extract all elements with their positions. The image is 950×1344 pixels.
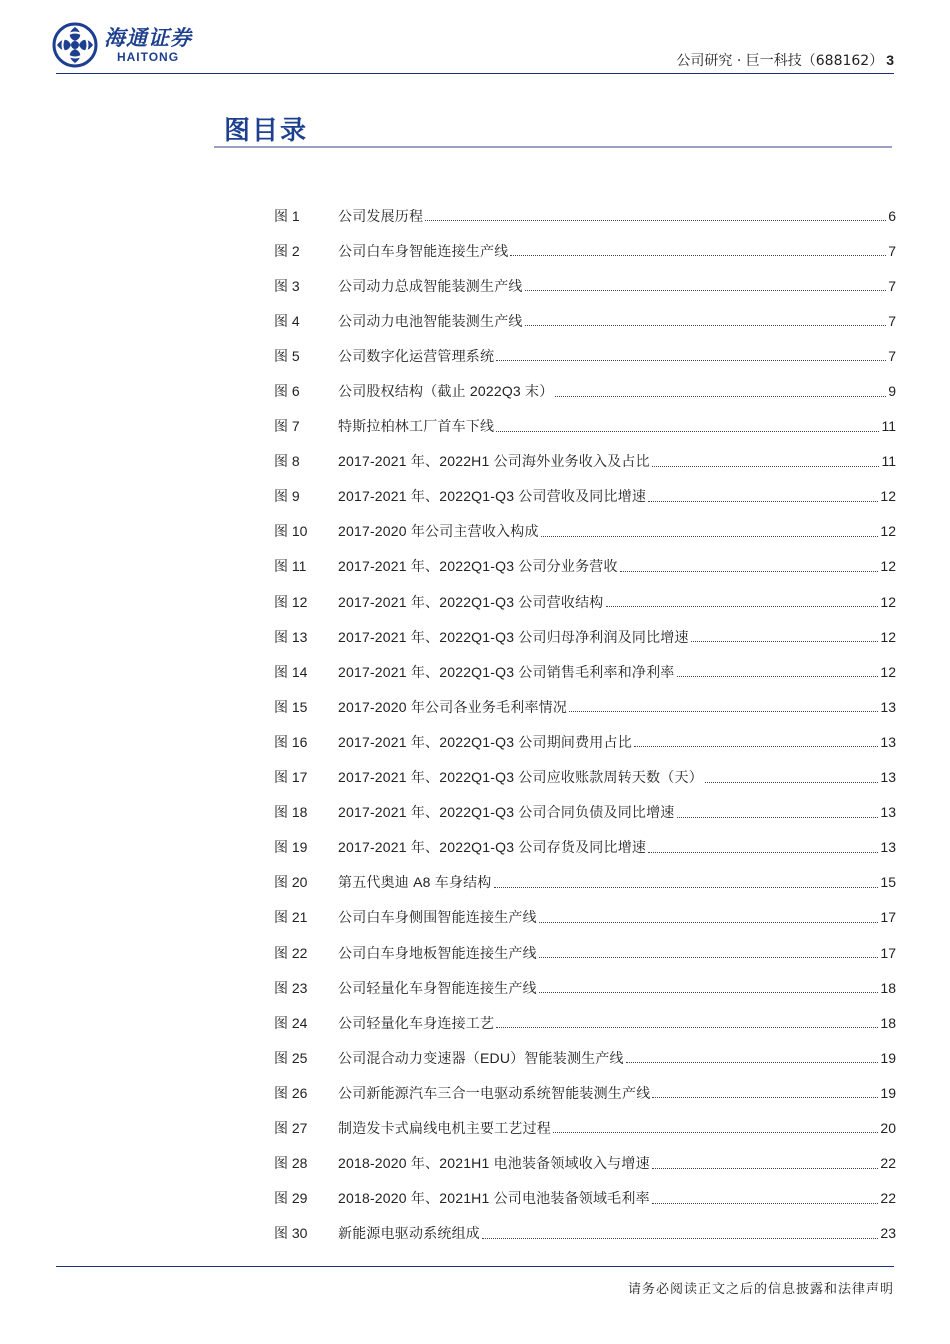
- toc-entry[interactable]: [274, 795, 896, 830]
- toc-entry[interactable]: [274, 444, 896, 479]
- header-divider: [56, 73, 894, 74]
- toc-entry[interactable]: [274, 619, 896, 654]
- toc-figure-number: 图 1: [274, 207, 300, 224]
- toc-figure-title[interactable]: 公司白车身地板智能连接生产线: [338, 944, 537, 961]
- toc-figure-number: 图 28: [274, 1155, 308, 1172]
- toc-figure-number: 图 16: [274, 733, 308, 750]
- toc-dot-leader: [496, 360, 886, 361]
- footer-divider: [56, 1266, 894, 1267]
- toc-entry[interactable]: [274, 1040, 896, 1075]
- toc-dot-leader: [539, 992, 879, 993]
- toc-figure-number: 图 14: [274, 663, 308, 680]
- toc-figure-title[interactable]: 2017-2020 年公司各业务毛利率情况: [338, 698, 568, 715]
- toc-dot-leader: [626, 1062, 879, 1063]
- toc-figure-number: 图 20: [274, 874, 308, 891]
- toc-figure-title[interactable]: 公司轻量化车身连接工艺: [338, 1014, 495, 1031]
- toc-entry[interactable]: [274, 198, 896, 233]
- toc-entry[interactable]: [274, 514, 896, 549]
- figure-table-of-contents: [274, 198, 896, 1251]
- toc-figure-title[interactable]: 公司轻量化车身智能连接生产线: [338, 979, 537, 996]
- brand-name-en: HAITONG: [116, 50, 180, 64]
- toc-figure-number: 图 21: [274, 909, 308, 926]
- toc-entry[interactable]: [274, 935, 896, 970]
- toc-figure-number: 图 4: [274, 312, 300, 329]
- toc-dot-leader: [620, 571, 879, 572]
- toc-entry[interactable]: [274, 654, 896, 689]
- toc-figure-title[interactable]: 第五代奥迪 A8 车身结构: [338, 874, 492, 891]
- toc-figure-number: 图 2: [274, 242, 300, 259]
- toc-figure-title[interactable]: 公司数字化运营管理系统: [338, 347, 495, 364]
- toc-dot-leader: [525, 290, 887, 291]
- toc-entry[interactable]: [274, 373, 896, 408]
- toc-dot-leader: [482, 1238, 878, 1239]
- toc-entry[interactable]: [274, 338, 896, 373]
- toc-entry[interactable]: [274, 1146, 896, 1181]
- toc-figure-title[interactable]: 2017-2021 年、2022Q1-Q3 公司应收账款周转天数（天）: [338, 769, 703, 786]
- toc-dot-leader: [539, 922, 879, 923]
- toc-page-number[interactable]: 13: [880, 769, 896, 786]
- toc-figure-title[interactable]: 2017-2021 年、2022Q1-Q3 公司分业务营收: [338, 558, 618, 575]
- toc-entry[interactable]: [274, 1181, 896, 1216]
- toc-entry[interactable]: [274, 303, 896, 338]
- toc-entry[interactable]: [274, 233, 896, 268]
- toc-page-number[interactable]: 12: [880, 663, 896, 680]
- toc-entry[interactable]: [274, 900, 896, 935]
- page-number: 3: [886, 52, 894, 68]
- toc-figure-number: 图 10: [274, 523, 308, 540]
- toc-figure-number: 图 17: [274, 769, 308, 786]
- toc-entry[interactable]: [274, 1005, 896, 1040]
- toc-page-number[interactable]: 11: [881, 418, 896, 435]
- toc-dot-leader: [555, 396, 886, 397]
- toc-entry[interactable]: [274, 970, 896, 1005]
- toc-dot-leader: [525, 325, 887, 326]
- toc-figure-number: 图 5: [274, 347, 300, 364]
- toc-page-number[interactable]: 6: [888, 207, 896, 224]
- toc-page-number[interactable]: 9: [888, 383, 896, 400]
- toc-page-number[interactable]: 7: [888, 312, 896, 329]
- toc-figure-title[interactable]: 公司白车身智能连接生产线: [338, 242, 509, 259]
- toc-figure-title[interactable]: 2017-2021 年、2022Q1-Q3 公司存货及同比增速: [338, 839, 647, 856]
- toc-entry[interactable]: [274, 724, 896, 759]
- toc-figure-title[interactable]: 2017-2020 年公司主营收入构成: [338, 523, 539, 540]
- toc-page-number[interactable]: 13: [880, 804, 896, 821]
- toc-dot-leader: [496, 431, 879, 432]
- toc-figure-number: 图 7: [274, 418, 300, 435]
- toc-figure-number: 图 15: [274, 698, 308, 715]
- toc-entry[interactable]: [274, 760, 896, 795]
- toc-figure-title[interactable]: 2017-2021 年、2022Q1-Q3 公司销售毛利率和净利率: [338, 663, 675, 680]
- toc-figure-number: 图 29: [274, 1190, 308, 1207]
- toc-figure-title[interactable]: 特斯拉柏林工厂首车下线: [338, 418, 495, 435]
- toc-page-number[interactable]: 23: [880, 1225, 896, 1242]
- toc-dot-leader: [648, 501, 878, 502]
- toc-page-number[interactable]: 12: [880, 628, 896, 645]
- toc-figure-number: 图 9: [274, 488, 300, 505]
- toc-page-number[interactable]: 22: [880, 1190, 896, 1207]
- toc-dot-leader: [494, 887, 879, 888]
- toc-page-number[interactable]: 22: [880, 1155, 896, 1172]
- toc-entry[interactable]: [274, 1075, 896, 1110]
- toc-figure-title[interactable]: 2017-2021 年、2022Q1-Q3 公司营收及同比增速: [338, 488, 647, 505]
- toc-figure-number: 图 12: [274, 593, 308, 610]
- toc-entry[interactable]: [274, 1110, 896, 1145]
- toc-figure-title[interactable]: 2018-2020 年、2021H1 电池装备领域收入与增速: [338, 1155, 650, 1172]
- toc-figure-title[interactable]: 公司混合动力变速器（EDU）智能装测生产线: [338, 1049, 624, 1066]
- toc-page-number[interactable]: 18: [880, 979, 896, 996]
- toc-page-number[interactable]: 12: [880, 523, 896, 540]
- toc-page-number[interactable]: 15: [880, 874, 896, 891]
- toc-figure-number: 图 27: [274, 1119, 308, 1136]
- toc-entry[interactable]: [274, 479, 896, 514]
- toc-figure-number: 图 26: [274, 1084, 308, 1101]
- report-label: 公司研究 · 巨一科技（688162）: [676, 53, 884, 69]
- toc-entry[interactable]: [274, 689, 896, 724]
- brand-name-cn: 海通证券: [104, 25, 192, 50]
- toc-page-number[interactable]: 7: [888, 242, 896, 259]
- toc-dot-leader: [569, 711, 878, 712]
- toc-page-number[interactable]: 7: [888, 277, 896, 294]
- toc-figure-number: 图 11: [274, 558, 307, 575]
- toc-figure-title[interactable]: 2018-2020 年、2021H1 公司电池装备领域毛利率: [338, 1190, 650, 1207]
- toc-entry[interactable]: [274, 268, 896, 303]
- toc-entry[interactable]: [274, 1216, 896, 1251]
- toc-dot-leader: [652, 1097, 878, 1098]
- toc-figure-number: 图 13: [274, 628, 308, 645]
- toc-dot-leader: [652, 466, 880, 467]
- toc-page-number[interactable]: 18: [880, 1014, 896, 1031]
- toc-dot-leader: [553, 1132, 878, 1133]
- toc-figure-number: 图 18: [274, 804, 308, 821]
- toc-entry[interactable]: [274, 549, 896, 584]
- toc-figure-title[interactable]: 公司动力电池智能装测生产线: [338, 312, 523, 329]
- page-title: 图目录: [224, 116, 309, 146]
- toc-figure-title[interactable]: 公司新能源汽车三合一电驱动系统智能装测生产线: [338, 1084, 651, 1101]
- toc-dot-leader: [541, 536, 879, 537]
- footer-disclaimer: 请务必阅读正文之后的信息披露和法律声明: [627, 1282, 894, 1297]
- toc-figure-number: 图 8: [274, 453, 300, 470]
- toc-figure-title[interactable]: 2017-2021 年、2022H1 公司海外业务收入及占比: [338, 453, 650, 470]
- toc-dot-leader: [510, 255, 886, 256]
- toc-dot-leader: [539, 957, 879, 958]
- toc-figure-title[interactable]: 公司股权结构（截止 2022Q3 末）: [338, 383, 554, 400]
- toc-page-number[interactable]: 20: [880, 1119, 896, 1136]
- toc-figure-number: 图 30: [274, 1225, 308, 1242]
- toc-entry[interactable]: [274, 584, 896, 619]
- toc-entry[interactable]: [274, 865, 896, 900]
- toc-page-number[interactable]: 13: [880, 733, 896, 750]
- toc-page-number[interactable]: 13: [880, 698, 896, 715]
- toc-figure-title[interactable]: 2017-2021 年、2022Q1-Q3 公司归母净利润及同比增速: [338, 628, 689, 645]
- toc-page-number[interactable]: 19: [880, 1049, 896, 1066]
- toc-page-number[interactable]: 17: [880, 909, 896, 926]
- toc-dot-leader: [425, 220, 886, 221]
- haitong-emblem-icon: [52, 22, 98, 68]
- toc-dot-leader: [606, 606, 879, 607]
- report-header: [676, 50, 894, 70]
- toc-figure-title[interactable]: 制造发卡式扁线电机主要工艺过程: [338, 1119, 551, 1136]
- toc-figure-title[interactable]: 2017-2021 年、2022Q1-Q3 公司营收结构: [338, 593, 604, 610]
- toc-page-number[interactable]: 12: [880, 593, 896, 610]
- toc-dot-leader: [634, 746, 879, 747]
- toc-figure-title[interactable]: 新能源电驱动系统组成: [338, 1225, 480, 1242]
- toc-page-number[interactable]: 7: [888, 347, 896, 364]
- toc-figure-number: 图 3: [274, 277, 300, 294]
- toc-figure-title[interactable]: 公司白车身侧围智能连接生产线: [338, 909, 537, 926]
- toc-dot-leader: [677, 817, 879, 818]
- toc-figure-number: 图 23: [274, 979, 308, 996]
- toc-dot-leader: [652, 1168, 879, 1169]
- toc-figure-title[interactable]: 公司发展历程: [338, 207, 424, 224]
- toc-figure-title[interactable]: 公司动力总成智能装测生产线: [338, 277, 523, 294]
- toc-figure-number: 图 24: [274, 1014, 308, 1031]
- toc-page-number[interactable]: 12: [880, 558, 896, 575]
- toc-figure-number: 图 6: [274, 383, 300, 400]
- toc-dot-leader: [648, 852, 878, 853]
- toc-figure-title[interactable]: 2017-2021 年、2022Q1-Q3 公司合同负债及同比增速: [338, 804, 675, 821]
- toc-page-number[interactable]: 13: [880, 839, 896, 856]
- haitong-logo: [52, 22, 192, 68]
- toc-figure-number: 图 25: [274, 1049, 308, 1066]
- toc-page-number[interactable]: 19: [880, 1084, 896, 1101]
- toc-dot-leader: [705, 782, 879, 783]
- toc-entry[interactable]: [274, 409, 896, 444]
- toc-dot-leader: [677, 676, 879, 677]
- title-divider: [214, 146, 892, 148]
- toc-page-number[interactable]: 12: [880, 488, 896, 505]
- toc-dot-leader: [691, 641, 879, 642]
- toc-entry[interactable]: [274, 830, 896, 865]
- toc-figure-number: 图 19: [274, 839, 308, 856]
- toc-figure-number: 图 22: [274, 944, 308, 961]
- toc-dot-leader: [652, 1203, 879, 1204]
- toc-page-number[interactable]: 11: [881, 453, 896, 470]
- toc-figure-title[interactable]: 2017-2021 年、2022Q1-Q3 公司期间费用占比: [338, 733, 632, 750]
- toc-page-number[interactable]: 17: [880, 944, 896, 961]
- toc-dot-leader: [496, 1027, 878, 1028]
